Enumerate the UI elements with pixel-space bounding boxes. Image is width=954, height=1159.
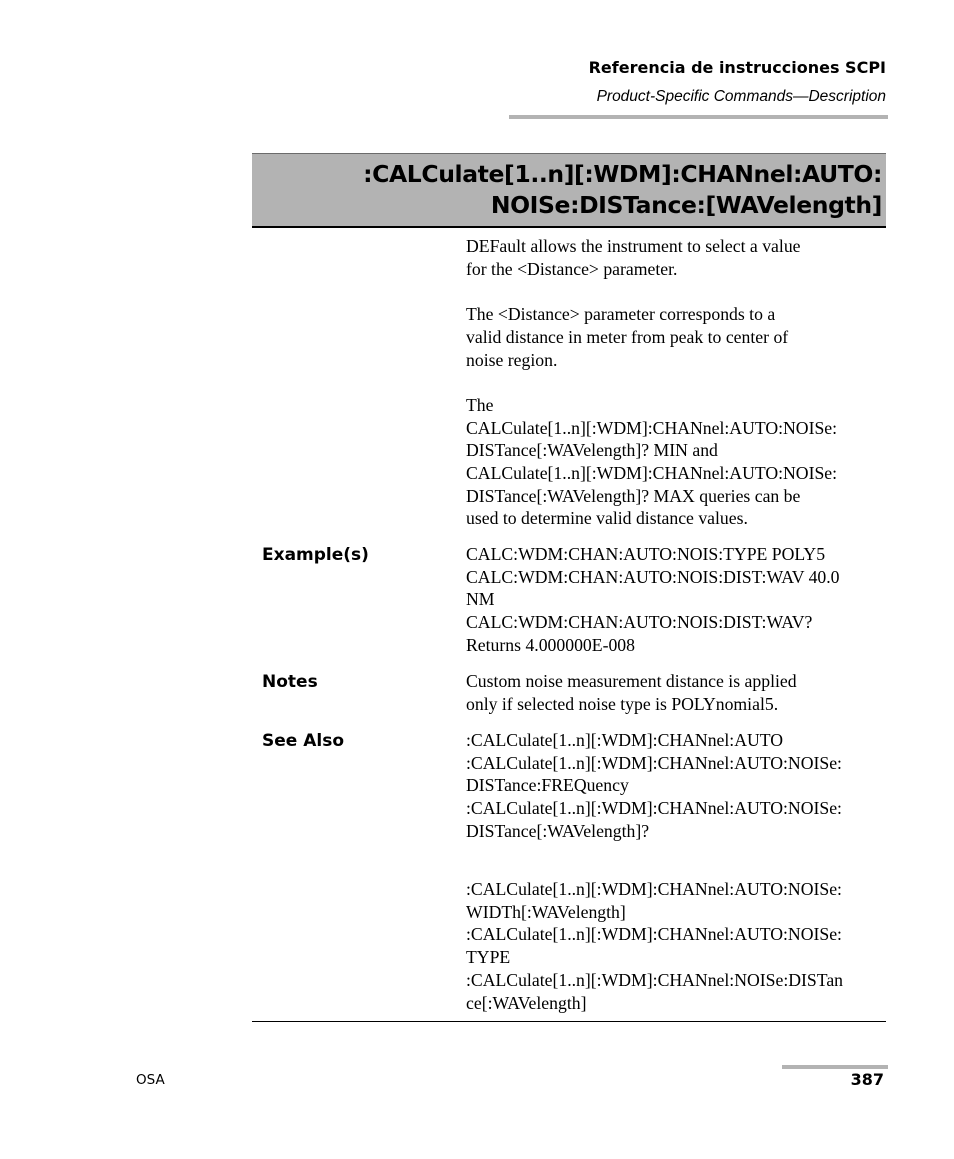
see-also-line: :CALCulate[1..n][:WDM]:CHANnel:AUTO:NOISe: <box>466 924 842 945</box>
see-also-line: :CALCulate[1..n][:WDM]:CHANnel:AUTO:NOISe: <box>466 879 842 899</box>
desc-line: DISTance[:WAVelength]? MAX queries can be <box>466 485 801 506</box>
notes-line: only if selected noise type is POLYnomial5. <box>466 693 779 714</box>
desc-line: valid distance in meter from peak to center of <box>466 326 789 347</box>
see-also-line: TYPE <box>466 947 511 968</box>
footer-rule <box>782 1065 888 1069</box>
see-also-line: :CALCulate[1..n][:WDM]:CHANnel:AUTO <box>466 730 784 750</box>
desc-line: DISTance[:WAVelength]? MIN and <box>466 440 718 461</box>
section-title-line-2: NOISe:DISTance:[WAVelength] <box>490 191 882 219</box>
see-also-line: :CALCulate[1..n][:WDM]:CHANnel:AUTO:NOISe: <box>466 752 842 773</box>
desc-line: used to determine valid distance values. <box>466 508 748 529</box>
notes-block <box>466 670 888 715</box>
example-line: Returns 4.000000E-008 <box>466 634 635 655</box>
example-line: CALC:WDM:CHAN:AUTO:NOIS:DIST:WAV? <box>466 612 813 633</box>
desc-line: for the <Distance> parameter. <box>466 258 678 279</box>
desc-line: The <Distance> parameter corresponds to a <box>466 304 776 325</box>
section-title-line-1: :CALCulate[1..n][:WDM]:CHANnel:AUTO: <box>363 160 882 188</box>
desc-line: CALCulate[1..n][:WDM]:CHANnel:AUTO:NOISe: <box>466 417 838 438</box>
footer-product: OSA <box>136 1072 165 1088</box>
see-also-line: DISTance[:WAVelength]? <box>466 820 650 841</box>
example-line: CALC:WDM:CHAN:AUTO:NOIS:DIST:WAV 40.0 <box>466 566 840 587</box>
see-also-line: DISTance:FREQuency <box>466 775 629 796</box>
see-also-group-2 <box>466 878 888 1014</box>
description-block <box>466 235 888 530</box>
section-bottom-rule <box>252 1021 886 1022</box>
notes-line: Custom noise measurement distance is applied <box>466 671 797 691</box>
examples-block <box>466 543 888 657</box>
desc-line: CALCulate[1..n][:WDM]:CHANnel:AUTO:NOISe: <box>466 463 838 483</box>
running-header-title: Referencia de instrucciones SCPI <box>588 58 886 77</box>
desc-line: The <box>466 394 494 415</box>
examples-label: Example(s) <box>262 545 369 565</box>
running-header-subtitle: Product-Specific Commands—Description <box>596 88 886 105</box>
see-also-label: See Also <box>262 731 345 751</box>
see-also-group-1 <box>466 729 888 843</box>
header-rule <box>509 115 888 119</box>
page-number: 387 <box>850 1070 884 1089</box>
example-line: NM <box>466 589 495 610</box>
see-also-line: ce[:WAVelength] <box>466 992 587 1013</box>
see-also-line: :CALCulate[1..n][:WDM]:CHANnel:AUTO:NOISe: <box>466 798 842 819</box>
desc-line: noise region. <box>466 349 558 370</box>
desc-line: DEFault allows the instrument to select a value <box>466 236 801 256</box>
section-title-band <box>252 153 886 228</box>
see-also-line: WIDTh[:WAVelength] <box>466 901 626 922</box>
example-line: CALC:WDM:CHAN:AUTO:NOIS:TYPE POLY5 <box>466 544 826 564</box>
notes-label: Notes <box>262 672 318 692</box>
see-also-line: :CALCulate[1..n][:WDM]:CHANnel:NOISe:DISTan <box>466 969 844 990</box>
